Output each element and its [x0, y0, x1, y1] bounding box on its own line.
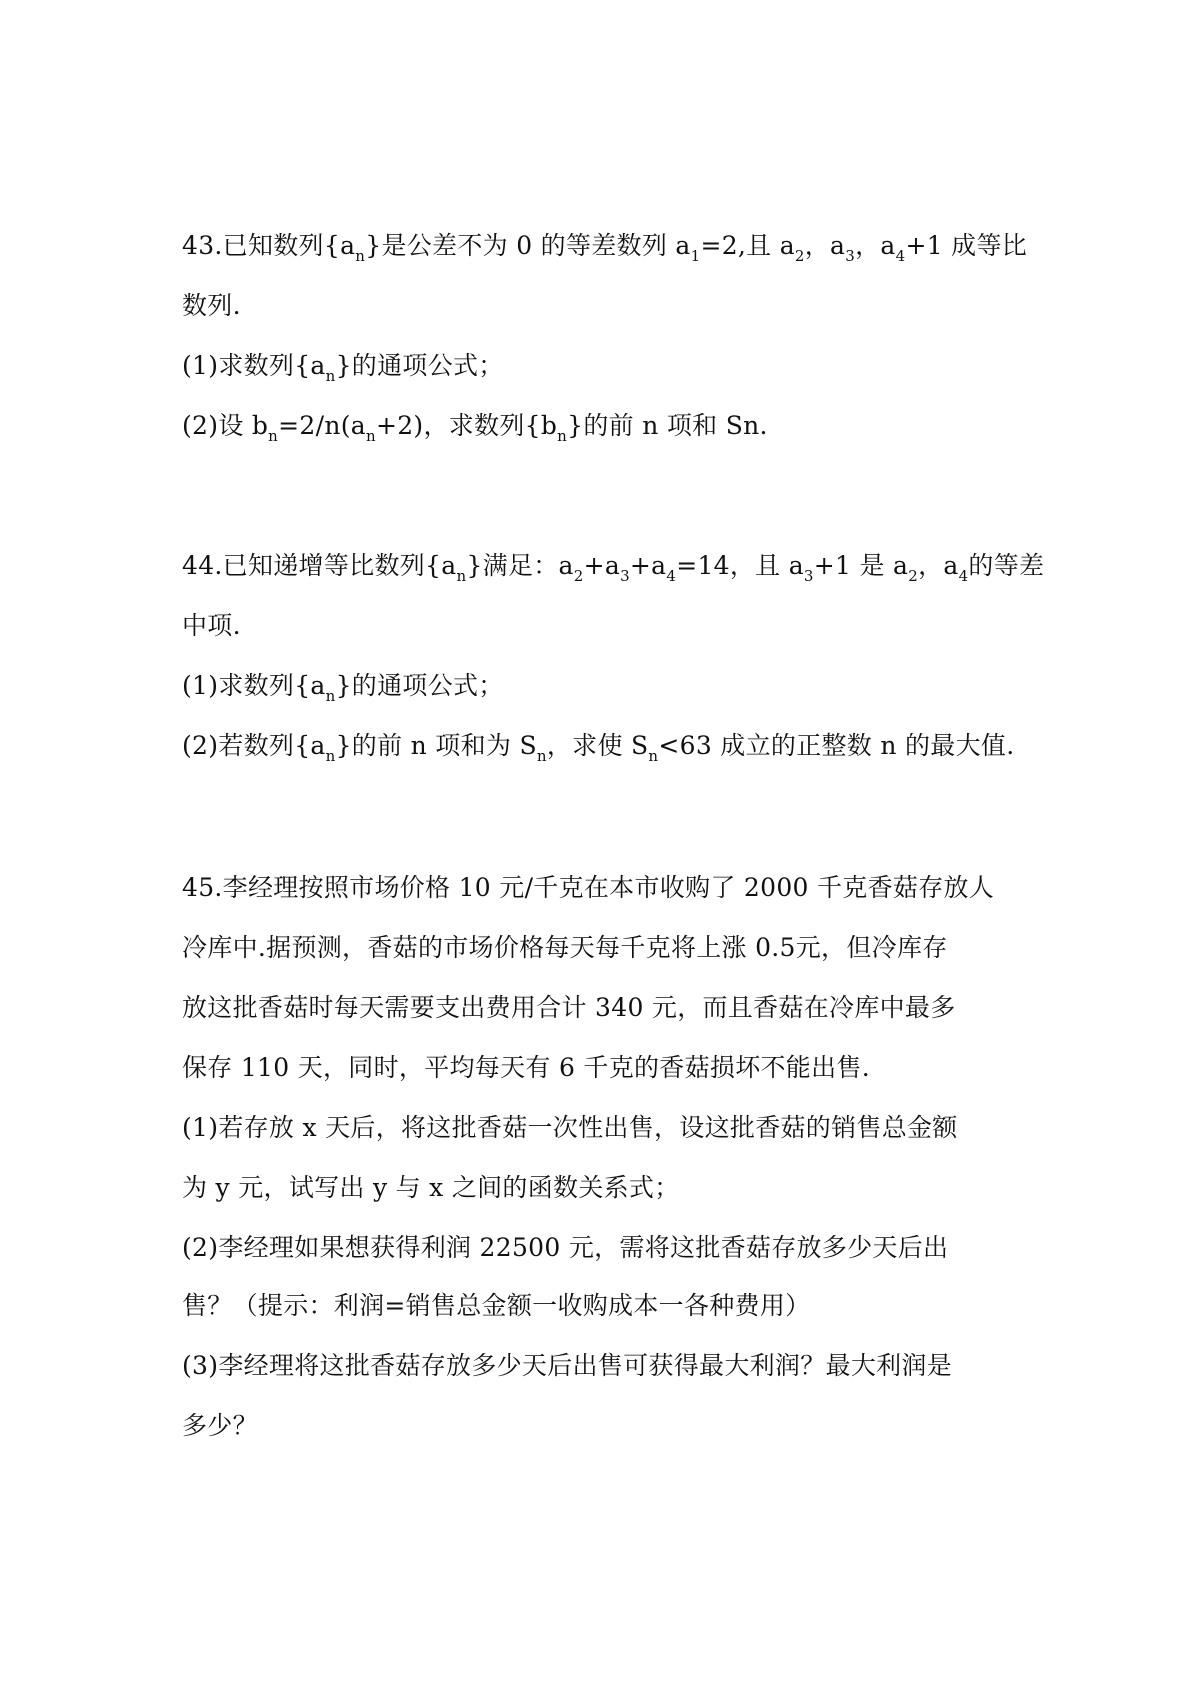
- text-segment: +1 成等比: [905, 231, 1028, 260]
- problem-text-line: [182, 992, 956, 1024]
- subscript: 2: [908, 567, 919, 585]
- text-segment: 的等差: [968, 551, 1045, 580]
- text-segment: 多少？: [182, 1411, 258, 1440]
- problem-text-line: [182, 1112, 958, 1144]
- problem-text-line: [182, 350, 504, 385]
- problem-text-line: [182, 1052, 870, 1084]
- text-segment: 为 y 元，试写出 y 与 x 之间的函数关系式；: [182, 1173, 680, 1202]
- problem-text-line: [182, 410, 768, 445]
- problem-text-line: [182, 932, 948, 964]
- text-segment: 放这批香菇时每天需要支出费用合计 340 元，而且香菇在冷库中最多: [182, 993, 956, 1022]
- text-segment: =2/n(a: [278, 411, 366, 440]
- subscript: 3: [803, 567, 814, 585]
- subscript: 4: [895, 247, 906, 265]
- problem-text-line: [182, 670, 504, 705]
- subscript: n: [456, 567, 467, 585]
- subscript: 2: [573, 567, 584, 585]
- problem-text-line: [182, 550, 1045, 585]
- problem-text-line: [182, 1232, 948, 1264]
- text-segment: (2)李经理如果想获得利润 22500 元，需将这批香菇存放多少天后出: [182, 1233, 949, 1262]
- subscript: 3: [845, 247, 856, 265]
- problem-text-line: [182, 1172, 680, 1204]
- text-segment: }的前 n 项和 Sn.: [567, 411, 768, 440]
- text-segment: ，a: [918, 551, 959, 580]
- subscript: n: [536, 747, 547, 765]
- text-segment: (1)求数列{a: [182, 671, 326, 700]
- subscript: n: [325, 687, 336, 705]
- problem-text-line: [182, 230, 1028, 265]
- text-segment: =2,且 a: [700, 231, 795, 260]
- text-segment: +a: [629, 551, 667, 580]
- text-segment: (2)若数列{a: [182, 731, 326, 760]
- text-segment: 43.已知数列{a: [182, 231, 356, 260]
- text-segment: (2)设 b: [182, 411, 269, 440]
- text-segment: ，求使 S: [546, 731, 649, 760]
- text-segment: }是公差不为 0 的等差数列 a: [365, 231, 691, 260]
- text-segment: 冷库中.据预测，香菇的市场价格每天每千克将上涨 0.5元，但冷库存: [182, 933, 948, 962]
- text-segment: ，a: [804, 231, 846, 260]
- problem-text-line: [182, 290, 241, 322]
- text-segment: (1)求数列{a: [182, 351, 326, 380]
- problem-text-line: [182, 610, 241, 642]
- text-segment: 售？（提示：利润=销售总金额一收购成本一各种费用）: [182, 1291, 811, 1320]
- text-segment: 中项.: [182, 611, 241, 640]
- text-segment: 44.已知递增等比数列{a: [182, 551, 457, 580]
- problem-text-line: [182, 1350, 952, 1382]
- text-segment: =14，且 a: [676, 551, 804, 580]
- subscript: 3: [620, 567, 630, 585]
- text-segment: 45.李经理按照市场价格 10 元/千克在本市收购了 2000 千克香菇存放人: [182, 873, 995, 902]
- text-segment: 数列.: [182, 291, 241, 320]
- text-segment: 保存 110 天，同时，平均每天有 6 千克的香菇损坏不能出售.: [182, 1053, 870, 1082]
- text-segment: (1)若存放 x 天后，将这批香菇一次性出售，设这批香菇的销售总金额: [182, 1113, 958, 1142]
- problem-text-line: [182, 1410, 258, 1442]
- problem-text-line: [182, 872, 994, 904]
- problem-text-line: [182, 1290, 810, 1322]
- subscript: 2: [794, 247, 805, 265]
- text-segment: +2)，求数列{b: [375, 411, 558, 440]
- subscript: n: [365, 427, 376, 445]
- text-segment: +1 是 a: [813, 551, 909, 580]
- text-segment: }的通项公式；: [335, 671, 504, 700]
- subscript: n: [648, 747, 659, 765]
- subscript: 4: [666, 567, 677, 585]
- text-segment: ，a: [855, 231, 896, 260]
- subscript: n: [557, 427, 568, 445]
- subscript: n: [325, 747, 336, 765]
- subscript: 4: [958, 567, 969, 585]
- text-segment: }的前 n 项和为 S: [335, 731, 537, 760]
- text-segment: +a: [583, 551, 621, 580]
- subscript: n: [268, 427, 279, 445]
- text-segment: }的通项公式；: [335, 351, 504, 380]
- subscript: 1: [690, 247, 701, 265]
- subscript: n: [355, 247, 366, 265]
- text-segment: }满足：a: [466, 551, 574, 580]
- subscript: n: [325, 367, 336, 385]
- text-segment: <63 成立的正整数 n 的最大值.: [658, 731, 1015, 760]
- problem-text-line: [182, 730, 1015, 765]
- text-segment: (3)李经理将这批香菇存放多少天后出售可获得最大利润？最大利润是: [182, 1351, 953, 1380]
